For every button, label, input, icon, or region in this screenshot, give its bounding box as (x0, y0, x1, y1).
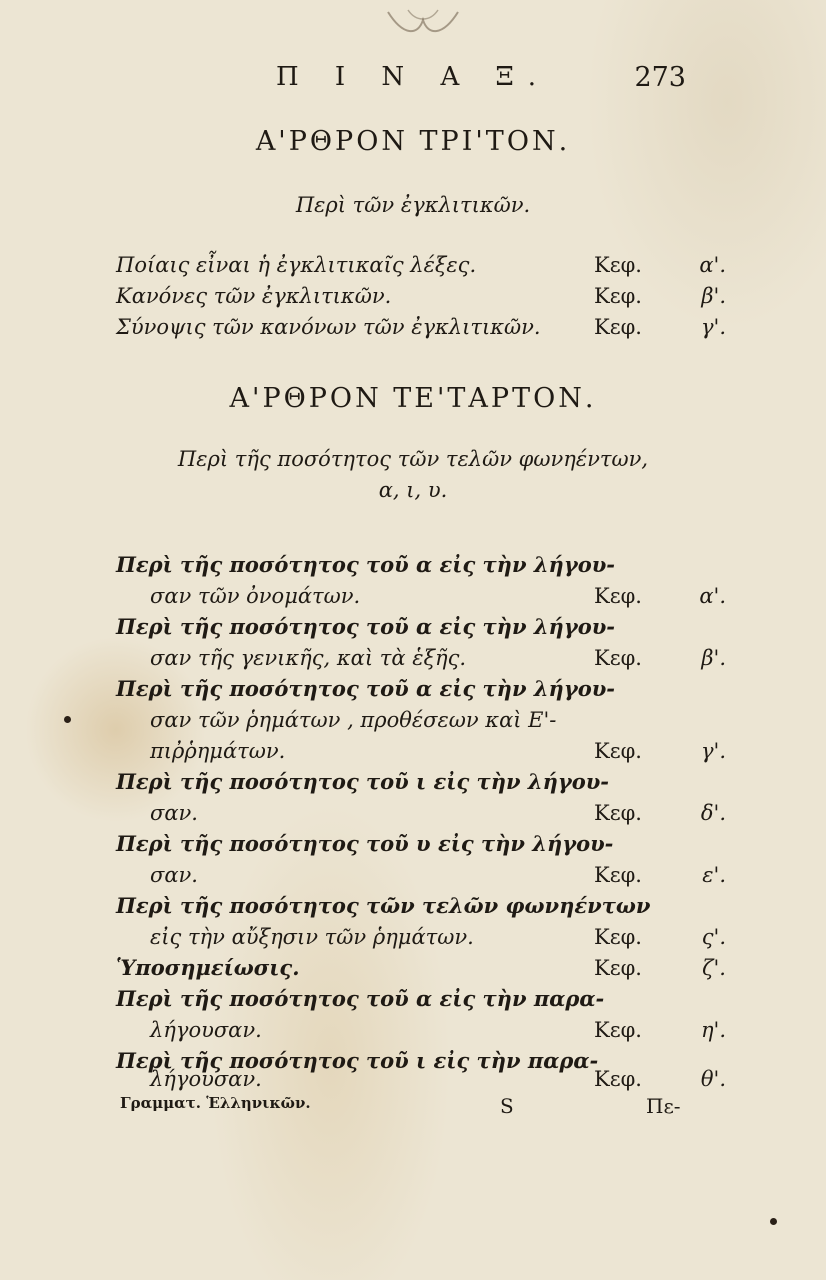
entry-text: Περὶ τῆς ποσότητος τοῦ α εἰς τὴν λήγου- (116, 552, 615, 577)
list-item-continuation (150, 736, 726, 766)
list-item-continuation (150, 860, 726, 890)
ink-spot-icon (770, 1218, 777, 1225)
entry-kef: Κεφ. (594, 956, 642, 980)
entry-text: Περὶ τῆς ποσότητος τοῦ υ εἰς τὴν λήγου- (116, 831, 614, 856)
entry-text: σαν. (150, 801, 198, 825)
entry-kef: Κεφ. (594, 925, 642, 949)
entry-text: σαν τῶν ὀνομάτων. (150, 584, 361, 608)
entry-kef: Κεφ. (594, 863, 642, 887)
section-three-heading: Α'ΡΘΡΟΝ ΤΡΙ'ΤΟΝ. (255, 126, 571, 157)
entry-text: σαν τῶν ῥημάτων , προθέσεων καὶ Ε'- (150, 708, 557, 732)
entry-number: δ'. (700, 801, 726, 825)
entry-text: Σύνοψις τῶν κανόνων τῶν ἐγκλιτικῶν. (116, 315, 541, 339)
entry-text: σαν. (150, 863, 198, 887)
entry-kef: Κεφ. (594, 253, 642, 277)
entry-text: πιῤῥημάτων. (150, 739, 286, 763)
entry-kef: Κεφ. (594, 1067, 642, 1091)
entry-text: Περὶ τῆς ποσότητος τοῦ ι εἰς τὴν λήγου- (116, 769, 609, 794)
entry-kef: Κεφ. (594, 584, 642, 608)
section-four-heading: Α'ΡΘΡΟΝ ΤΕ'ΤΑΡΤΟΝ. (229, 383, 597, 414)
entry-text: Περὶ τῆς ποσότητος τοῦ ι εἰς τὴν παρα- (116, 1048, 599, 1073)
entry-number: ε'. (702, 863, 726, 887)
entry-number: γ'. (701, 739, 726, 763)
entry-text: Ποίαις εἶναι ἡ ἐγκλιτικαῖς λέξες. (116, 253, 477, 277)
entry-number: γ'. (701, 315, 726, 339)
entry-text: Περὶ τῆς ποσότητος τοῦ α εἰς τὴν παρα- (116, 986, 605, 1011)
list-item-continuation (150, 798, 726, 828)
entry-text: Ὑποσημείωσις. (116, 955, 300, 980)
entry-kef: Κεφ. (594, 646, 642, 670)
list-item (116, 984, 726, 1014)
entry-kef: Κεφ. (594, 284, 642, 308)
list-item (116, 250, 726, 280)
section-four-subheading-line1: Περὶ τῆς ποσότητος τῶν τελῶν φωνηέντων, (177, 447, 649, 471)
list-item (116, 953, 726, 983)
catchword: Πε- (646, 1094, 681, 1118)
list-item (116, 550, 726, 580)
entry-number: ς'. (701, 925, 726, 949)
ink-spot-icon (64, 716, 71, 723)
list-item (116, 612, 726, 642)
entry-text: λήγουσαν. (150, 1067, 262, 1091)
entry-kef: Κεφ. (594, 1018, 642, 1042)
section-three-subheading: Περὶ τῶν ἐγκλιτικῶν. (295, 193, 531, 217)
entry-text: Περὶ τῆς ποσότητος τῶν τελῶν φωνηέντων (116, 893, 651, 918)
entry-number: θ'. (700, 1067, 726, 1091)
entry-text: Κανόνες τῶν ἐγκλιτικῶν. (116, 284, 392, 308)
list-item (116, 281, 726, 311)
list-item (116, 829, 726, 859)
entry-number: ζ'. (702, 956, 726, 980)
list-item-continuation (150, 643, 726, 673)
signature-text: Γραμματ. Ἑλληνικῶν. (120, 1094, 311, 1112)
entry-number: α'. (699, 584, 726, 608)
running-title: Π Ι Ν Α Ξ. (275, 62, 551, 92)
page-number: 273 (634, 62, 686, 93)
entry-text: εἰς τὴν αὔξησιν τῶν ῥημάτων. (150, 925, 474, 949)
entry-text: Περὶ τῆς ποσότητος τοῦ α εἰς τὴν λήγου- (116, 614, 615, 639)
entry-text: σαν τῆς γενικῆς, καὶ τὰ ἑξῆς. (150, 646, 467, 670)
entry-number: α'. (699, 253, 726, 277)
list-item (116, 674, 726, 704)
ornament-icon (378, 6, 468, 40)
list-item-continuation (150, 1015, 726, 1045)
list-item (116, 767, 726, 797)
list-item (116, 312, 726, 342)
section-four-subheading-line2: α, ι, υ. (378, 478, 448, 502)
entry-text: Περὶ τῆς ποσότητος τοῦ α εἰς τὴν λήγου- (116, 676, 615, 701)
signature-mark: S (500, 1094, 514, 1118)
entry-number: η'. (700, 1018, 726, 1042)
list-item (116, 891, 726, 921)
list-item-continuation (150, 922, 726, 952)
entry-number: β'. (701, 284, 726, 308)
entry-text: λήγουσαν. (150, 1018, 262, 1042)
list-item-continuation (150, 1064, 726, 1094)
entry-kef: Κεφ. (594, 315, 642, 339)
entry-kef: Κεφ. (594, 801, 642, 825)
entry-number: β'. (701, 646, 726, 670)
list-item-continuation (150, 581, 726, 611)
entry-kef: Κεφ. (594, 739, 642, 763)
